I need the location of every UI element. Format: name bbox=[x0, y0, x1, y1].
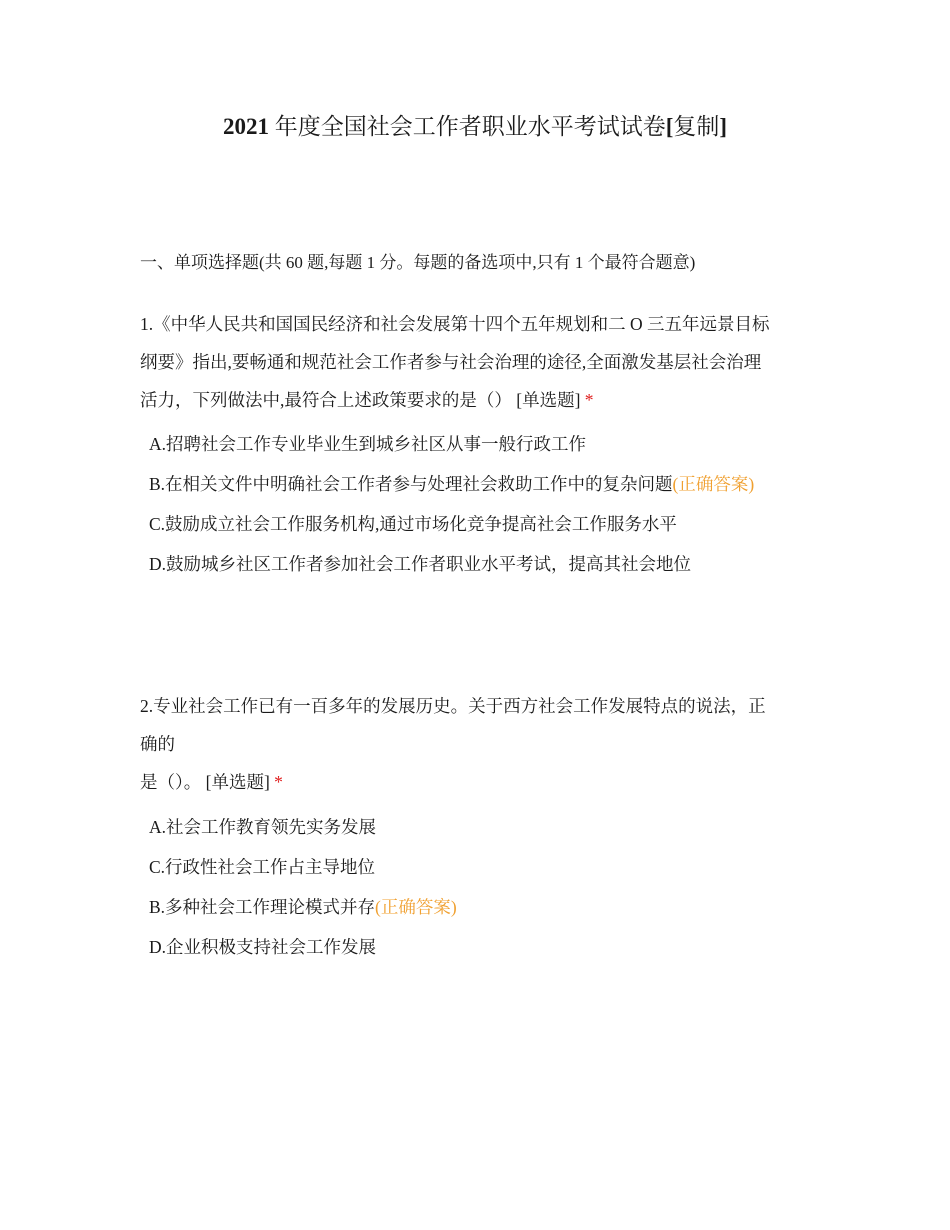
correct-answer-tag: (正确答案) bbox=[672, 474, 755, 494]
option-text: B.多种社会工作理论模式并存 bbox=[149, 897, 376, 917]
question-2 bbox=[140, 687, 820, 801]
correct-answer-tag: (正确答案) bbox=[375, 897, 457, 917]
question-2-option-d[interactable] bbox=[149, 927, 457, 967]
question-1-line-2: 纲要》指出,要畅通和规范社会工作者参与社会治理的途径,全面激发基层社会治理 bbox=[140, 352, 762, 372]
required-mark: * bbox=[274, 772, 283, 792]
required-mark: * bbox=[584, 390, 594, 410]
question-2-option-c[interactable] bbox=[149, 847, 457, 887]
title-year: 2021 bbox=[222, 114, 269, 139]
question-1-option-c[interactable] bbox=[149, 504, 754, 544]
question-2-line-3-text: 是（）。 [单选题] bbox=[140, 772, 275, 792]
option-text: C.行政性社会工作占主导地位 bbox=[149, 857, 376, 877]
title-bracket-text: 复制 bbox=[673, 114, 720, 139]
section-heading: 一、单项选择题(共 60 题,每题 1 分。每题的备选项中,只有 1 个最符合题意) bbox=[140, 253, 696, 272]
question-2-line-1: 2.专业社会工作已有一百多年的发展历史。关于西方社会工作发展特点的说法，正 bbox=[140, 696, 766, 716]
question-2-option-b[interactable] bbox=[149, 887, 457, 927]
title-main: 年度全国社会工作者职业水平考试试卷 bbox=[268, 114, 666, 139]
option-text: D.企业积极支持社会工作发展 bbox=[149, 937, 377, 957]
question-1-option-a[interactable] bbox=[149, 424, 754, 464]
question-1-option-b[interactable] bbox=[149, 464, 754, 504]
question-1-line-3-text: 活力，下列做法中,最符合上述政策要求的是（） [单选题] bbox=[140, 390, 585, 410]
option-text: C.鼓励成立社会工作服务机构,通过市场化竞争提高社会工作服务水平 bbox=[149, 514, 677, 534]
question-1-line-3 bbox=[140, 381, 820, 419]
question-2-line-3 bbox=[140, 763, 820, 801]
question-1-option-d[interactable] bbox=[149, 544, 754, 584]
option-text: D.鼓励城乡社区工作者参加社会工作者职业水平考试，提高其社会地位 bbox=[149, 554, 692, 574]
question-2-line-2: 确的 bbox=[140, 734, 175, 754]
question-1-line-1: 1.《中华人民共和国国民经济和社会发展第十四个五年规划和二 O 三五年远景目标 bbox=[140, 314, 770, 334]
question-1-options bbox=[149, 424, 754, 584]
title-bracket-left: [ bbox=[665, 114, 674, 139]
option-text: A.招聘社会工作专业毕业生到城乡社区从事一般行政工作 bbox=[149, 434, 587, 454]
option-text: B.在相关文件中明确社会工作者参与处理社会救助工作中的复杂问题 bbox=[149, 474, 673, 494]
question-1 bbox=[140, 305, 820, 419]
title-bracket-right: ] bbox=[719, 114, 728, 139]
question-2-options bbox=[149, 807, 457, 967]
document-title bbox=[0, 110, 950, 144]
option-text: A.社会工作教育领先实务发展 bbox=[149, 817, 377, 837]
question-2-option-a[interactable] bbox=[149, 807, 457, 847]
